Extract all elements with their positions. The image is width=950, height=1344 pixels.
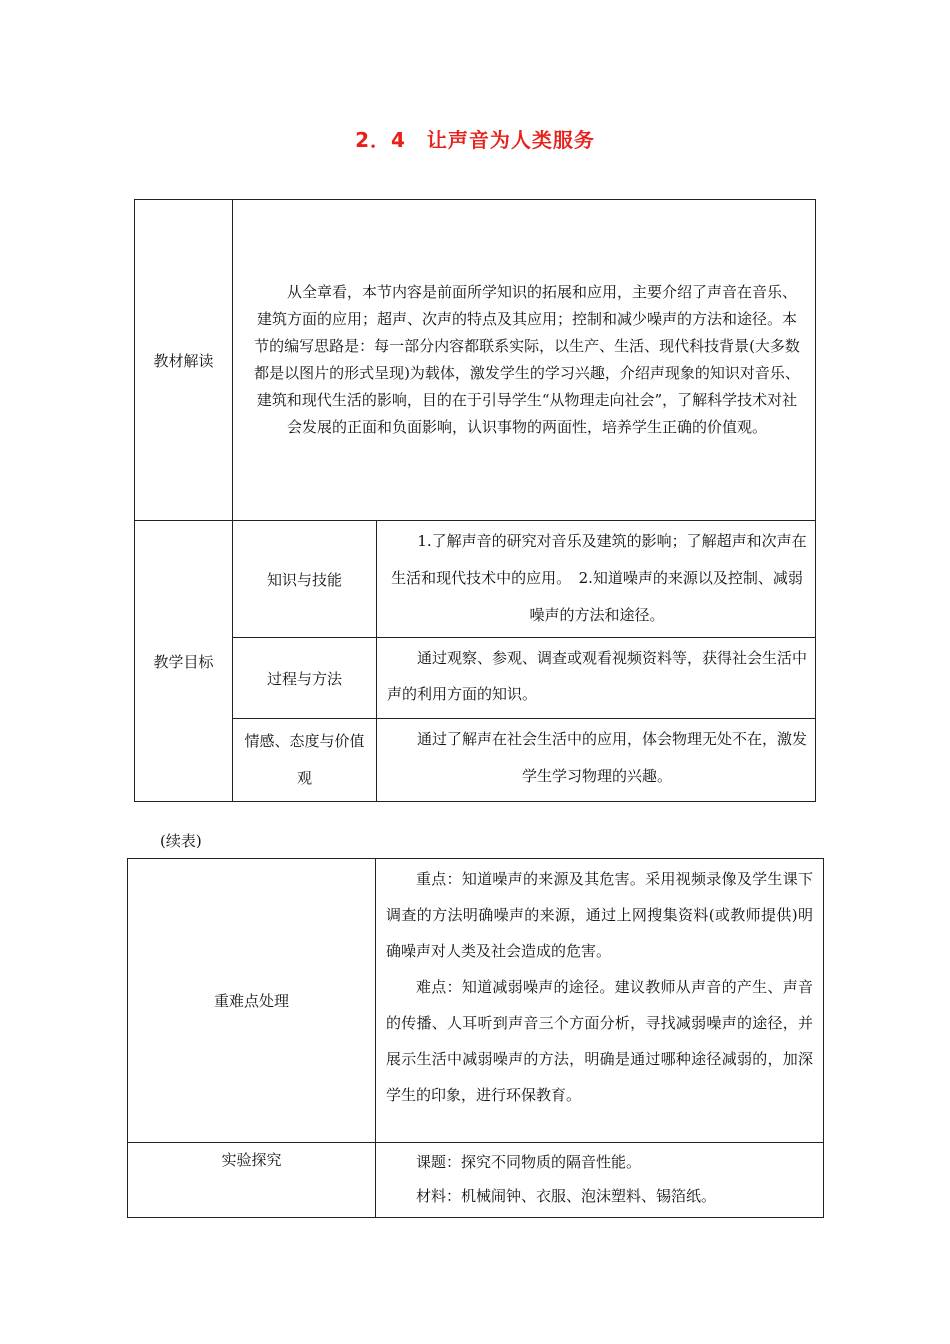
textbook-text: 从全章看，本节内容是前面所学知识的拓展和应用，主要介绍了声音在音乐、建筑方面的应用；超声、次声的特点及其应用；控制和减少噪声的方法和途径。本节的编写思路是：每一部分内容都联系实际，以生产、生活、现代科技背景(大多数都是以图片的形式呈现)为载体，激发学生的学习兴趣，介绍声现象的知识对音乐、建筑和现代生活的影响，目的在于引导学生“从物理走向社会”，了解科学技术对社会发展的正面和负面影响，认识事物的两面性，培养学生正确的价值观。: [254, 283, 800, 436]
goal-label-knowledge: 知识与技能: [266, 570, 342, 589]
experiment-topic: 课题：探究不同物质的隔音性能。: [416, 1153, 642, 1171]
goal-text-knowledge: 1.了解声音的研究对音乐及建筑的影响；了解超声和次声在生活和现代技术中的应用。 2.知道噪声的来源以及控制、减弱噪声的方法和途径。: [391, 532, 807, 624]
goal-text-emotion: 通过了解声在社会生活中的应用，体会物理无处不在，激发学生学习物理的兴趣。: [417, 730, 808, 785]
goal-label-process: 过程与方法: [266, 669, 342, 688]
goal-label-emotion: 情感、态度与价值观: [244, 732, 365, 787]
goals-label: 教学目标: [153, 652, 214, 671]
experiment-label: 实验探究: [221, 1151, 282, 1169]
continued-note: (续表): [160, 832, 202, 850]
textbook-cell: [233, 200, 815, 520]
key-point-text: 重点：知道噪声的来源及其危害。采用视频录像及学生课下调查的方法明确噪声的来源，通过上网搜集资料(或教师提供)明确噪声对人类及社会造成的危害。: [386, 870, 813, 960]
key-points-label: 重难点处理: [213, 992, 289, 1010]
goal-text-process: 通过观察、参观、调查或观看视频资料等，获得社会生活中声的利用方面的知识。: [387, 649, 808, 703]
difficulty-text: 难点：知道减弱噪声的途径。建议教师从声音的产生、声音的传播、人耳听到声音三个方面分析，寻找减弱噪声的途径，并展示生活中减弱噪声的方法，明确是通过哪种途径减弱的，加深学生的印象，进行环保教育。: [386, 978, 813, 1104]
experiment-materials: 材料：机械闹钟、衣服、泡沫塑料、锡箔纸。: [416, 1187, 717, 1205]
page-title: 2．4 让声音为人类服务: [355, 128, 595, 152]
key-points-cell: [376, 859, 823, 1142]
textbook-label: 教材解读: [153, 351, 214, 370]
experiment-cell: [376, 1143, 823, 1217]
